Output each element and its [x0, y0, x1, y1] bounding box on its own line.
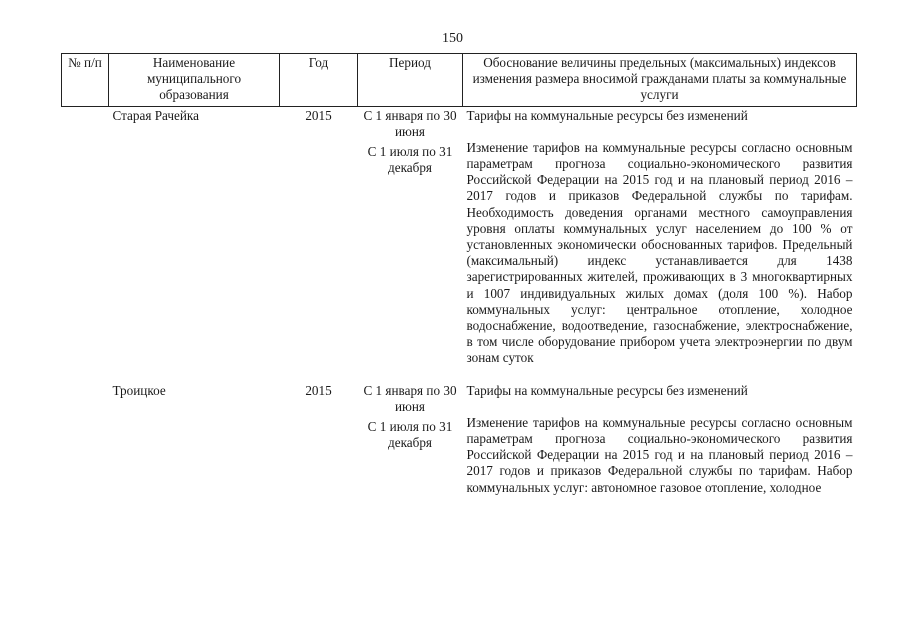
- justification-cell: [463, 106, 857, 367]
- header-number: № п/п: [62, 54, 109, 107]
- municipality-name: Старая Рачейка: [112, 107, 199, 123]
- header-year: Год: [280, 54, 358, 107]
- period-cell: [358, 367, 463, 496]
- justification-summary: Тарифы на коммунальные ресурсы без изменений: [466, 107, 748, 123]
- justification-details: Изменение тарифов на коммунальные ресурсы согласно основным параметрам прогноза социально-экономического развития Российской Федерации на 2015 год и на плановый период 2016 – 2017 годов и приказов Федеральной службы по тарифам. Необходимость доведения органами местного самоуправления уровня оплаты коммунальных услуг населением до 100 % от установленных экономически обоснованных тарифов. Предельный (максимальный) индекс устанавливается для 1438 зарегистрированных жителей, проживающих в 3 многоквартирных и 1007 индивидуальных жилых домах (доля 100 %). Набор коммунальных услуг: центральное отопление, холодное водоснабжение, водоотведение, газоснабжение, электроснабжение, в том числе оборудование прибором учета электроэнергии по двум зонам суток: [466, 139, 853, 366]
- justification-details: Изменение тарифов на коммунальные ресурсы согласно основным параметрам прогноза социально-экономического развития Российской Федерации на 2015 год и на плановый период 2016 – 2017 годов и приказов Федеральной службы по тарифам. Набор коммунальных услуг: автономное газовое отопление, холодное: [466, 414, 853, 495]
- header-row: [62, 54, 857, 107]
- table-row: [62, 106, 857, 367]
- period-first-half: С 1 января по 30 июня: [363, 382, 457, 414]
- row-number: [62, 367, 109, 496]
- justification-summary: Тарифы на коммунальные ресурсы без изменений: [466, 382, 748, 398]
- tariff-index-table: [61, 53, 857, 496]
- row-number: [62, 106, 109, 367]
- period-second-half: С 1 июля по 31 декабря: [367, 419, 453, 451]
- header-period: Период: [358, 54, 463, 107]
- table-header: [62, 54, 857, 107]
- period-second-half: С 1 июля по 31 декабря: [367, 144, 453, 176]
- header-municipality: Наименование муниципального образования: [109, 54, 280, 107]
- period-cell: [358, 106, 463, 367]
- header-justification: Обоснование величины предельных (максимальных) индексов изменения размера вносимой гражданами платы за коммунальные услуги: [463, 54, 857, 107]
- year-value: 2015: [305, 382, 332, 398]
- justification-cell: [463, 367, 857, 496]
- municipality-name: Троицкое: [112, 382, 166, 398]
- table-body: [62, 106, 857, 496]
- page-number: 150: [442, 31, 463, 46]
- period-first-half: С 1 января по 30 июня: [363, 107, 457, 139]
- year-value: 2015: [305, 107, 332, 123]
- table-row: [62, 367, 857, 496]
